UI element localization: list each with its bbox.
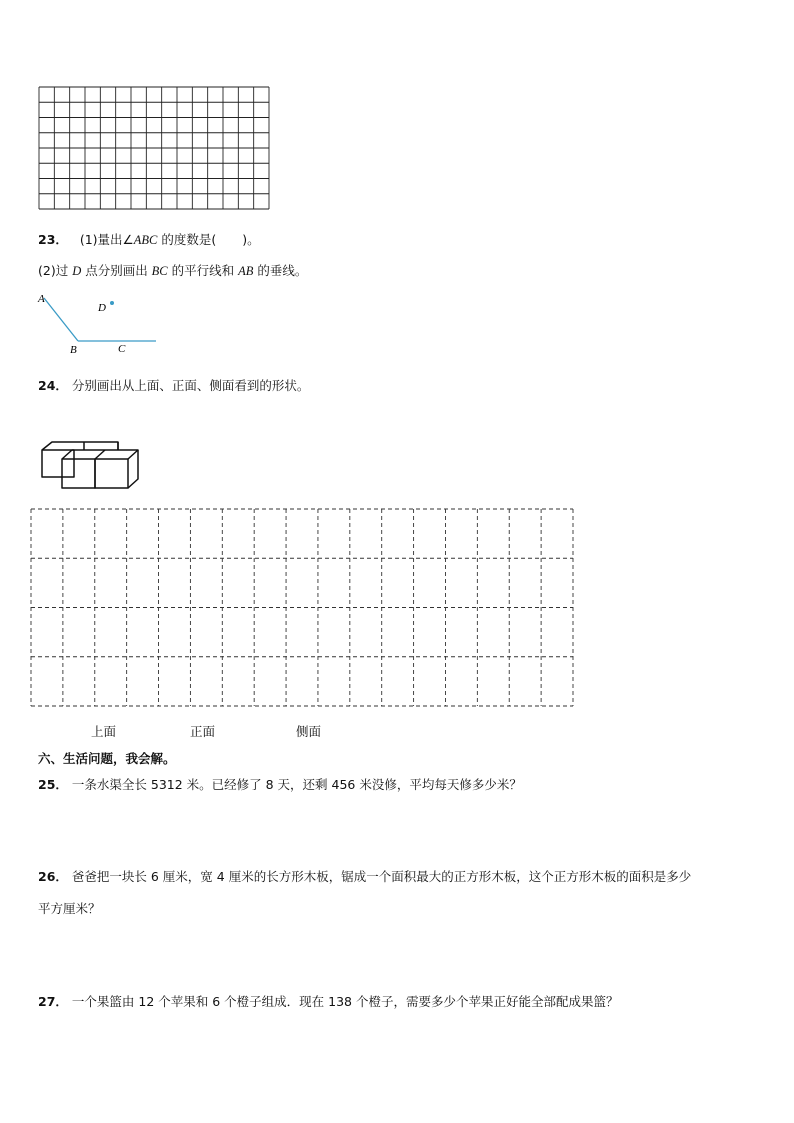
question-number: 25． <box>38 777 68 792</box>
question-24: 24． 分别画出从上面、正面、侧面看到的形状。 <box>38 378 310 393</box>
view-label-side: 侧面 <box>296 724 322 739</box>
question-number: 24． <box>38 378 68 393</box>
answer-grid <box>38 86 270 210</box>
cube-figure <box>38 436 146 492</box>
ray-ba <box>44 298 78 341</box>
view-label-top: 上面 <box>91 724 117 739</box>
question-number: 23． <box>38 232 68 247</box>
point-d <box>110 301 114 305</box>
label-b: B <box>70 344 77 356</box>
label-a: A <box>38 293 45 305</box>
question-27: 27． 一个果篮由 12 个苹果和 6 个橙子组成．现在 138 个橙子，需要多少个苹果正好能全部配成果篮？ <box>38 994 619 1009</box>
view-label-front: 正面 <box>190 724 216 739</box>
drawing-grid[interactable] <box>30 508 575 708</box>
question-number: 27． <box>38 994 68 1009</box>
question-25: 25． 一条水渠全长 5312 米。已经修了 8 天，还剩 456 米没修，平均每天修多少米？ <box>38 777 522 792</box>
label-c: C <box>118 343 126 355</box>
question-number: 26． <box>38 869 68 884</box>
question-26: 26． 爸爸把一块长 6 厘米，宽 4 厘米的长方形木板，锯成一个面积最大的正方形木板，这个正方形木板的面积是多少 <box>38 869 692 884</box>
question-23-part1: 23． (1)量出∠ABC 的度数是( )。 <box>38 232 260 247</box>
label-d: D <box>98 302 106 314</box>
angle-abc: ABC <box>133 233 158 247</box>
section-title: 六、生活问题，我会解。 <box>38 751 176 766</box>
question-26-continued: 平方厘米？ <box>38 901 101 916</box>
angle-figure <box>34 290 164 360</box>
question-23-part2: (2)过 D 点分别画出 BC 的平行线和 AB 的垂线。 <box>38 263 308 278</box>
